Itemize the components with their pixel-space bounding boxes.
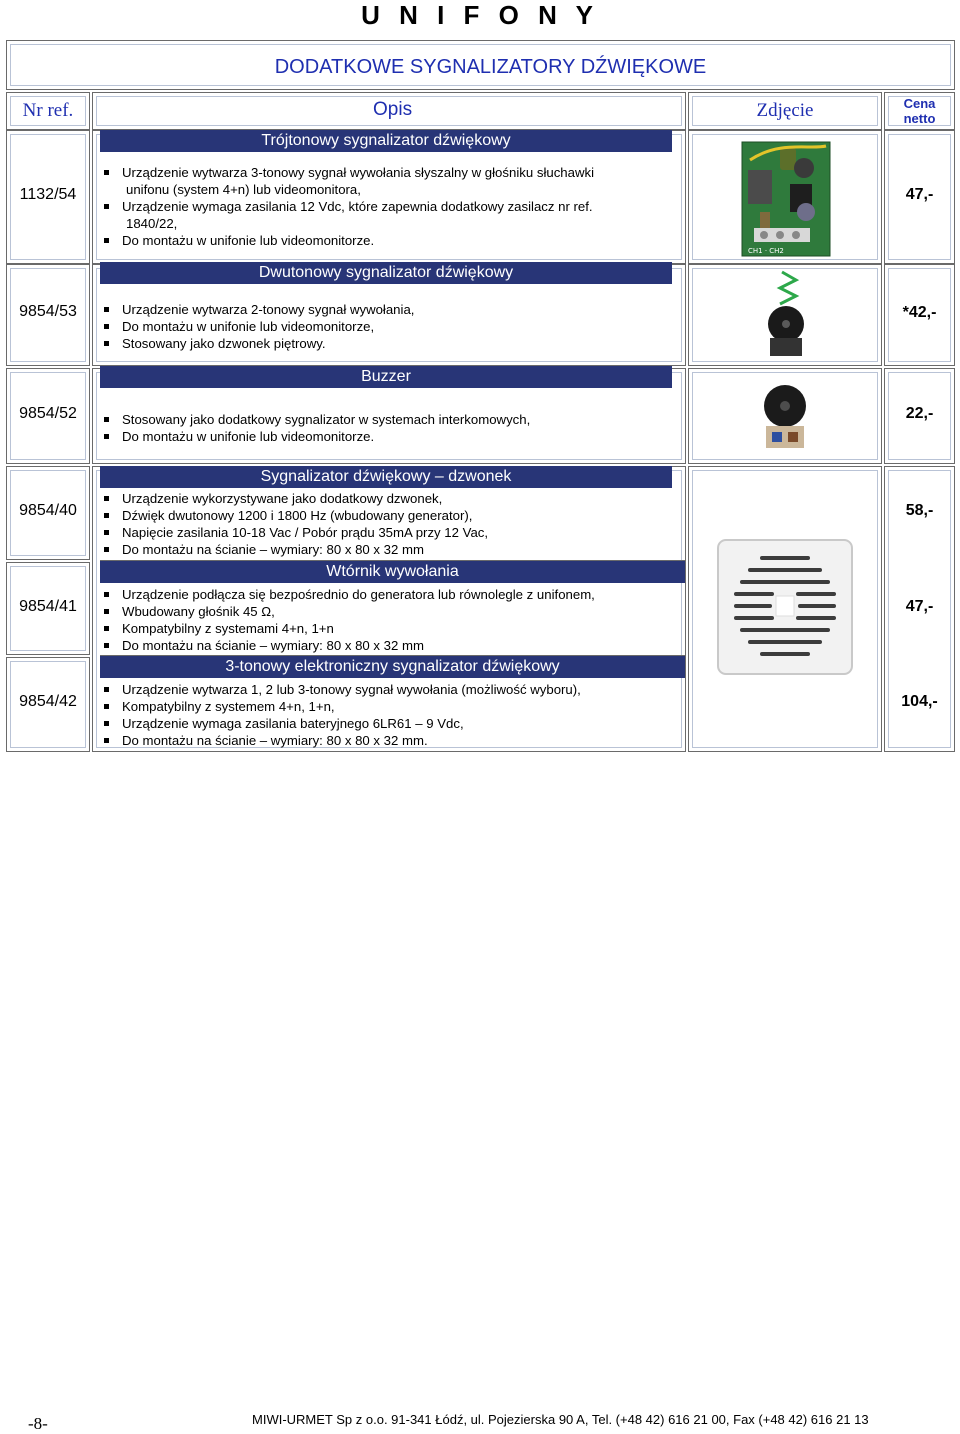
page-number: -8- <box>28 1414 48 1433</box>
description-line: unifonu (system 4+n) lub videomonitora, <box>126 182 361 197</box>
ref-number: 1132/54 <box>19 186 77 203</box>
price: 47,- <box>905 186 934 203</box>
section-title: DODATKOWE SYGNALIZATORY DŹWIĘKOWE <box>274 55 707 78</box>
product-title: Dwutonowy sygnalizator dźwiękowy <box>100 262 672 284</box>
description-line: Do montażu na ścianie – wymiary: 80 x 80 x 32 mm <box>102 541 488 558</box>
description-line: Do montażu na ścianie – wymiary: 80 x 80 x 32 mm. <box>102 732 581 749</box>
ref-number: 9854/41 <box>19 597 77 615</box>
row-divider <box>100 560 686 561</box>
description-line: Urządzenie wytwarza 3-tonowy sygnał wywołania słyszalny w głośniku słuchawki <box>102 164 594 181</box>
price: 104,- <box>901 692 938 710</box>
description-line: Do montażu w unifonie lub videomonitorze. <box>102 428 530 445</box>
product-title: Sygnalizator dźwiękowy – dzwonek <box>100 466 672 488</box>
buzzer-photo <box>762 380 808 452</box>
svg-text:CH1 · CH2: CH1 · CH2 <box>748 247 784 255</box>
description-line: Do montażu w unifonie lub videomonitorze, <box>102 318 414 335</box>
description-line: Urządzenie podłącza się bezpośrednio do generatora lub równolegle z unifonem, <box>102 586 595 603</box>
price: *42,- <box>902 304 937 321</box>
product-description <box>102 586 595 654</box>
product-title: 3-tonowy elektroniczny sygnalizator dźwiękowy <box>100 656 685 678</box>
price: 22,- <box>905 405 934 422</box>
description-line: Urządzenie wykorzystywane jako dodatkowy dzwonek, <box>102 490 488 507</box>
price: 58,- <box>905 502 934 519</box>
header-price-line2: netto <box>903 111 936 126</box>
header-desc-label: Opis <box>373 99 413 120</box>
product-description <box>102 681 581 749</box>
description-line: Dźwięk dwutonowy 1200 i 1800 Hz (wbudowany generator), <box>102 507 488 524</box>
product-title: Wtórnik wywołania <box>100 561 685 583</box>
company-address: MIWI-URMET Sp z o.o. 91-341 Łódź, ul. Pojezierska 90 A, Tel. (+48 42) 616 21 00, Fax (+48 42) 616 21 13 <box>252 1412 869 1427</box>
description-line: Stosowany jako dzwonek piętrowy. <box>102 335 414 352</box>
description-line: Do montażu w unifonie lub videomonitorze. <box>102 232 594 249</box>
description-line: Urządzenie wymaga zasilania 12 Vdc, które zapewnia dodatkowy zasilacz nr ref. <box>102 198 594 215</box>
product-description <box>102 490 488 558</box>
product-title: Trójtonowy sygnalizator dźwiękowy <box>100 130 672 152</box>
header-price-line1: Cena <box>903 96 936 111</box>
header-photo-label: Zdjęcie <box>756 100 814 121</box>
description-line: Urządzenie wytwarza 2-tonowy sygnał wywołania, <box>102 301 414 318</box>
product-description <box>102 301 414 352</box>
description-line: Urządzenie wymaga zasilania bateryjnego 6LR61 – 9 Vdc, <box>102 715 581 732</box>
product-title: Buzzer <box>100 366 672 388</box>
ref-number: 9854/40 <box>19 502 77 519</box>
header-photo <box>688 92 882 130</box>
wall-chime-photo <box>716 538 854 676</box>
description-line: Stosowany jako dodatkowy sygnalizator w systemach interkomowych, <box>102 411 530 428</box>
description-line: Kompatybilny z systemem 4+n, 1+n, <box>102 698 581 715</box>
description-line: 1840/22, <box>126 216 178 231</box>
description-line: Kompatybilny z systemami 4+n, 1+n <box>102 620 595 637</box>
pcb-module-photo <box>740 140 832 258</box>
product-description <box>102 411 530 445</box>
description-line: Do montażu na ścianie – wymiary: 80 x 80 x 32 mm <box>102 637 595 654</box>
ref-number: 9854/52 <box>19 405 77 422</box>
product-description <box>102 164 594 249</box>
row-divider <box>100 655 686 656</box>
ref-number: 9854/42 <box>19 692 77 710</box>
description-line: Urządzenie wytwarza 1, 2 lub 3-tonowy sygnał wywołania (możliwość wyboru), <box>102 681 581 698</box>
header-ref-label: Nr ref. <box>22 100 74 121</box>
description-line: Wbudowany głośnik 45 Ω, <box>102 603 595 620</box>
brand-title: U N I F O N Y <box>361 0 599 30</box>
description-line: Napięcie zasilania 10-18 Vac / Pobór prądu 35mA przy 12 Vac, <box>102 524 488 541</box>
buzzer-module-photo <box>762 270 812 360</box>
section-title-box <box>6 40 955 90</box>
header-ref <box>6 92 90 130</box>
price: 47,- <box>905 597 934 615</box>
header-price <box>884 92 955 130</box>
ref-number: 9854/53 <box>19 303 77 320</box>
header-desc <box>92 92 686 130</box>
